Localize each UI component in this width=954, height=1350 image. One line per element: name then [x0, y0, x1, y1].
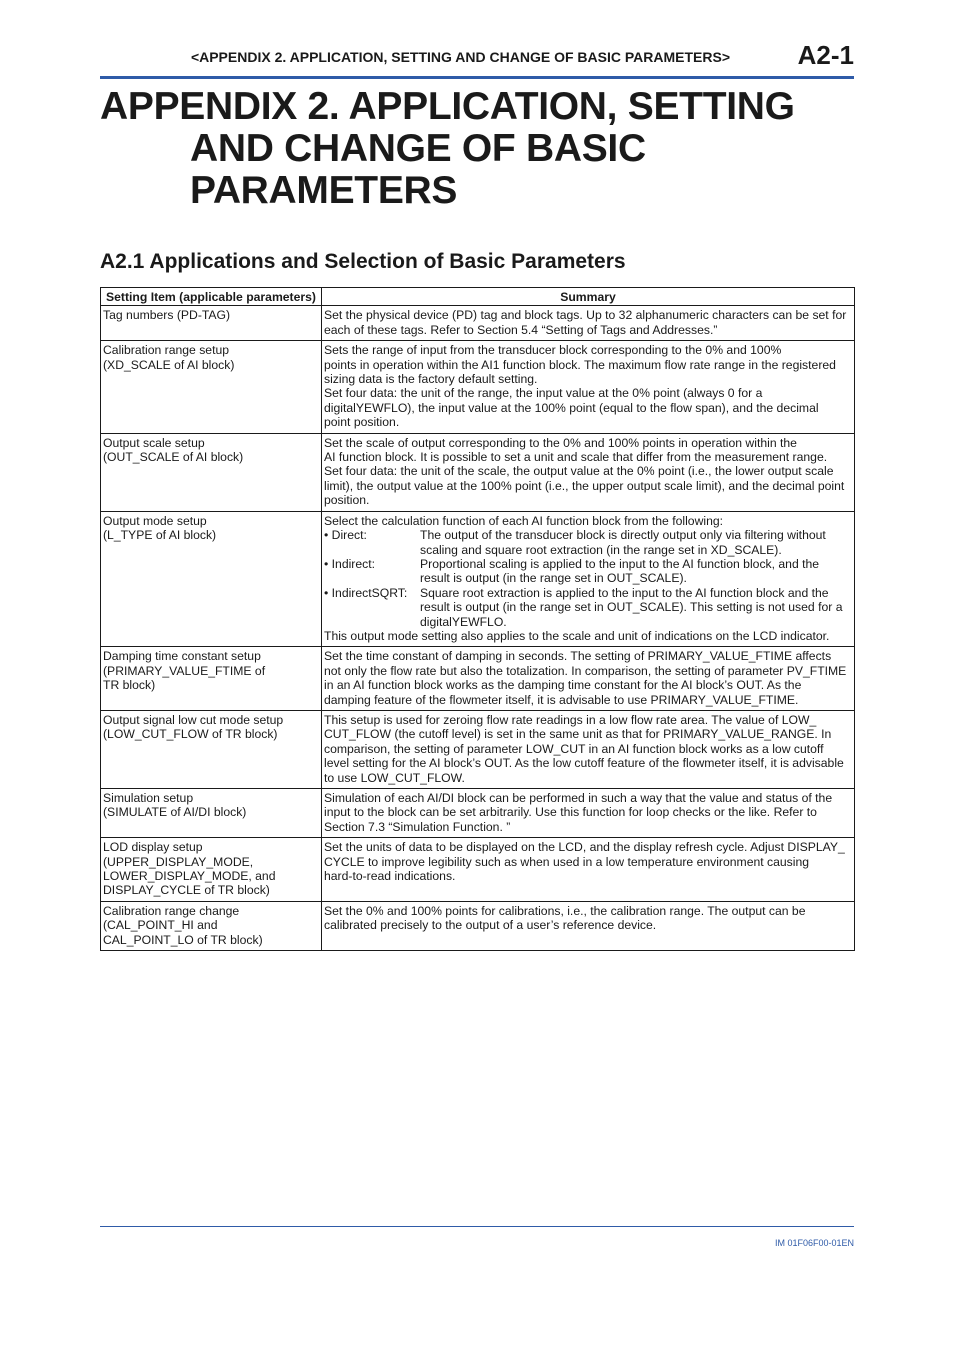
- option-description-line: The output of the transducer block is directly output only via filtering without: [420, 528, 826, 543]
- running-header: [100, 42, 854, 79]
- summary-line: Sets the range of input from the transducer block corresponding to the 0% and 100%: [324, 343, 782, 358]
- setting-line: (OUT_SCALE of AI block): [103, 450, 244, 465]
- summary-line: Set the 0% and 100% points for calibrations, i.e., the calibration range. The output can be: [324, 903, 806, 918]
- title-line-2: AND CHANGE OF BASIC: [190, 127, 646, 170]
- setting-cell: [101, 306, 322, 341]
- option-description: [420, 557, 852, 586]
- summary-line: level setting for the AI block’s OUT. As the low cutoff feature of the flowmeter itself, it is advisable: [324, 756, 844, 771]
- setting-line: LOWER_DISPLAY_MODE, and: [103, 869, 276, 884]
- summary-line: damping feature of the flowmeter itself, it is advisable to use PRIMARY_VALUE_FTIME.: [324, 692, 799, 707]
- setting-line: Output mode setup: [103, 513, 207, 528]
- setting-cell: [101, 511, 322, 647]
- setting-cell: [101, 341, 322, 433]
- summary-line: Set the time constant of damping in seconds. The setting of PRIMARY_VALUE_FTIME affects: [324, 649, 832, 664]
- table-row: [101, 710, 855, 788]
- setting-line: Damping time constant setup: [103, 649, 261, 664]
- summary-cell: [322, 306, 855, 341]
- summary-line: calibrated precisely to the output of a user’s reference device.: [324, 918, 657, 933]
- option-description-line: digitalYEWFLO.: [420, 614, 507, 629]
- summary-line: each of these tags. Refer to Section 5.4 “Setting of Tags and Addresses.”: [324, 322, 718, 337]
- page-number: A2-1: [797, 40, 854, 70]
- option-name: • Indirect:: [324, 556, 376, 571]
- option-description: [420, 528, 852, 557]
- summary-line: Set four data: the unit of the scale, the output value at the 0% point (i.e., the lower output scale: [324, 464, 834, 479]
- option-description-line: result is output (in the range set in OUT_SCALE).: [420, 571, 687, 586]
- summary-line: comparison, the setting of parameter LOW_CUT in an AI function block works as a low cutoff: [324, 741, 824, 756]
- setting-cell: [101, 647, 322, 711]
- setting-line: LOD display setup: [103, 840, 203, 855]
- table-row: [101, 341, 855, 433]
- option-description-line: Proportional scaling is applied to the input to the AI function block, and the: [420, 556, 820, 571]
- setting-line: Simulation setup: [103, 791, 194, 805]
- option-description: [420, 586, 852, 629]
- running-title: <APPENDIX 2. APPLICATION, SETTING AND CHANGE OF BASIC PARAMETERS>: [190, 49, 730, 65]
- output-mode-option: [324, 586, 852, 629]
- summary-line: in an AI function block works as the damping time constant for the AI block’s OUT. As the: [324, 678, 802, 693]
- table-header-row: [101, 288, 855, 306]
- summary-cell: [322, 901, 855, 950]
- setting-line: (LOW_CUT_FLOW of TR block): [103, 727, 278, 742]
- summary-cell: [322, 647, 855, 711]
- footer-rule: [100, 1226, 854, 1227]
- summary-line: to use LOW_CUT_FLOW.: [324, 770, 465, 785]
- setting-cell: [101, 838, 322, 902]
- table-body: [101, 306, 855, 951]
- summary-line: limit), the output value at the 100% point (i.e., the upper output scale limit), and the decimal point: [324, 478, 845, 493]
- setting-cell: [101, 710, 322, 788]
- setting-line: (L_TYPE of AI block): [103, 528, 217, 543]
- option-description-line: result is output (in the range set in OUT_SCALE). This setting is not used for a: [420, 600, 843, 615]
- summary-line: Section 7.3 “Simulation Function. ”: [324, 819, 511, 834]
- table-row: [101, 901, 855, 950]
- summary-line: position.: [324, 493, 370, 508]
- summary-intro: Select the calculation function of each AI function block from the following:: [324, 513, 724, 528]
- setting-line: TR block): [103, 678, 156, 693]
- summary-line: This setup is used for zeroing flow rate readings in a low flow rate area. The value of LOW_: [324, 712, 817, 727]
- summary-line: point position.: [324, 415, 400, 430]
- summary-line: digitalYEWFLO), the input value at the 100% point (equal to the flow span), and the decimal: [324, 400, 819, 415]
- summary-line: not only the flow rate but also the totalization. In comparison, the setting of parameter PV_FTIME: [324, 663, 847, 678]
- document-id: IM 01F06F00-01EN: [774, 1238, 854, 1248]
- summary-cell: [322, 433, 855, 511]
- output-mode-option: [324, 557, 852, 586]
- setting-cell: [101, 433, 322, 511]
- setting-line: Tag numbers (PD-TAG): [103, 308, 231, 323]
- table-row: [101, 647, 855, 711]
- setting-line: (UPPER_DISPLAY_MODE,: [103, 854, 254, 869]
- title-line-1: APPENDIX 2. APPLICATION, SETTING: [100, 85, 795, 128]
- summary-cell: [322, 511, 855, 647]
- summary-line: Set four data: the unit of the range, the input value at the 0% point (always 0 for a: [324, 386, 763, 401]
- title-line-3: PARAMETERS: [190, 169, 458, 212]
- table-row: [101, 306, 855, 341]
- summary-line: Simulation of each AI/DI block can be performed in such a way that the value and status of the: [324, 791, 833, 805]
- setting-line: Output scale setup: [103, 435, 205, 450]
- summary-cell: [322, 710, 855, 788]
- output-mode-option: [324, 528, 852, 557]
- setting-line: (SIMULATE of AI/DI block): [103, 805, 247, 820]
- option-name: • Direct:: [324, 528, 367, 543]
- option-description-line: scaling and square root extraction (in the range set in XD_SCALE).: [420, 542, 782, 557]
- option-name: • IndirectSQRT:: [324, 585, 408, 600]
- setting-cell: [101, 901, 322, 950]
- summary-line: Set the units of data to be displayed on the LCD, and the display refresh cycle. Adjust DISPLAY_: [324, 840, 845, 855]
- summary-line: Set the scale of output corresponding to the 0% and 100% points in operation within the: [324, 435, 797, 450]
- option-description-line: Square root extraction is applied to the input to the AI function block and the: [420, 585, 829, 600]
- summary-cell: [322, 341, 855, 433]
- setting-line: CAL_POINT_LO of TR block): [103, 932, 263, 947]
- setting-line: Calibration range change: [103, 903, 240, 918]
- section-heading: A2.1 Applications and Selection of Basic Parameters: [100, 250, 626, 273]
- table-row: [101, 838, 855, 902]
- setting-line: Output signal low cut mode setup: [103, 712, 284, 727]
- summary-outro: This output mode setting also applies to the scale and unit of indications on the LCD indicator.: [324, 628, 830, 643]
- appendix-title: [100, 86, 854, 212]
- summary-cell: [322, 838, 855, 902]
- summary-line: sizing data is the factory default setting.: [324, 372, 538, 387]
- summary-line: input to the block can be set arbitrarily. Use this function for loop checks or the like. Refer to: [324, 805, 817, 820]
- setting-line: DISPLAY_CYCLE of TR block): [103, 883, 270, 898]
- summary-line: CUT_FLOW (the cutoff level) is set in the same unit as that for PRIMARY_VALUE_RANGE. In: [324, 727, 832, 742]
- summary-line: hard-to-read indications.: [324, 869, 456, 884]
- setting-cell: [101, 789, 322, 838]
- summary-line: Set the physical device (PD) tag and block tags. Up to 32 alphanumeric characters can be set for: [324, 308, 847, 323]
- table-row: [101, 511, 855, 647]
- setting-line: (CAL_POINT_HI and: [103, 918, 218, 933]
- summary-line: AI function block. It is possible to set a unit and scale that differ from the measurement range.: [324, 450, 828, 465]
- parameters-table: [100, 287, 855, 951]
- setting-line: (PRIMARY_VALUE_FTIME of: [103, 663, 266, 678]
- setting-line: Calibration range setup: [103, 343, 230, 358]
- summary-line: points in operation within the AI1 function block. The maximum flow rate range in the registered: [324, 357, 836, 372]
- column-header-summary: Summary: [322, 288, 855, 306]
- summary-cell: [322, 789, 855, 838]
- summary-line: CYCLE to improve legibility such as when used in a low temperature environment causing: [324, 854, 810, 869]
- setting-line: (XD_SCALE of AI block): [103, 357, 235, 372]
- column-header-setting: Setting Item (applicable parameters): [101, 288, 322, 306]
- table-row: [101, 789, 855, 838]
- table-row: [101, 433, 855, 511]
